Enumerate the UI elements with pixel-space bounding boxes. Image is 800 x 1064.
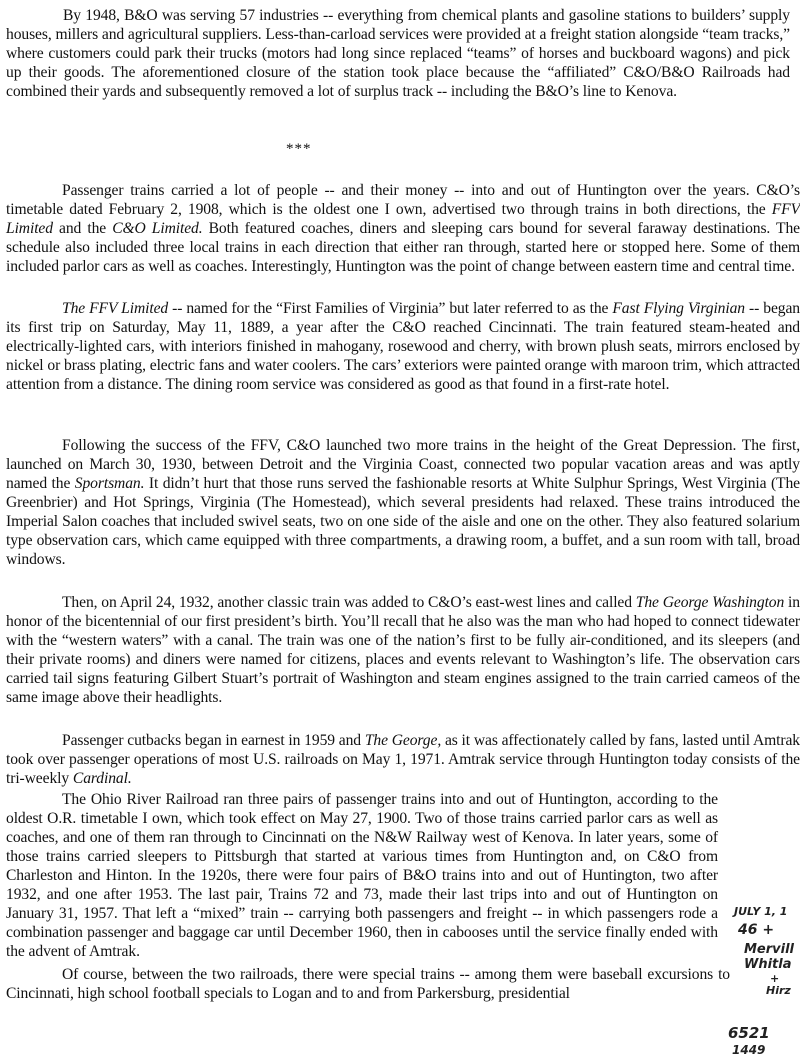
paragraph-sportsman: Following the success of the FFV, C&O launched two more trains in the height of the Great Depression. The first, launched on March 30, 1930, between Detroit and the Virginia Coast, connected two popular vacation areas and was aptly named the Sportsman. It didn’t hurt that those runs served the fashionable resorts at White Sulphur Springs, West Virginia (The Greenbrier) and Hot Springs, Virginia (The Homestead), which several presidents had relaxed. These trains introduced the Imperial Salon coaches that included swivel seats, two on one side of the aisle and one on the other. They also featured solarium type observation cars, which came equipped with three compartments, a drawing room, a buffet, and a sun room with tall, broad windows.	[6, 437, 800, 569]
handwritten-note-line6: Hirz	[766, 984, 791, 997]
handwritten-note-line2: 46 +	[738, 922, 775, 938]
handwritten-note-line3: Mervill	[744, 942, 795, 957]
section-separator: ***	[286, 141, 312, 157]
handwritten-note-date: JULY 1, 1	[734, 905, 788, 918]
handwritten-note-line5: +	[770, 972, 780, 985]
handwritten-note-line4: Whitla	[744, 957, 792, 972]
paragraph-ohio-river-railroad: The Ohio River Railroad ran three pairs of passenger trains into and out of Huntington, according to the oldest O.R. timetable I own, which took effect on May 27, 1900. Two of those trains carried parlor cars as well as coaches, and one of them ran through to Cincinnati on the N&W Railway west of Kenova. In later years, some of those trains carried sleepers to Pittsburgh that started at various times from Huntington and, on C&O from Charleston and Hinton. In the 1920s, there were four pairs of B&O trains into and out of Huntington, two after 1932, and one after 1953. The last pair, Trains 72 and 73, made their last trips into and out of Huntington on January 31, 1957. That left a “mixed” train -- carrying both passengers and freight -- in which passengers rode a combination passenger and baggage car until December 1960, then in cabooses until the service finally ended with the advent of Amtrak.	[6, 791, 718, 961]
paragraph-b-and-o-industries: By 1948, B&O was serving 57 industries -- everything from chemical plants and gasoline stations to builders’ supply houses, millers and agricultural suppliers. Less-than-carload services were provided at a freight station alongside “team tracks,” where customers could park their trucks (motors had long since replaced “teams” of horses and buckboard wagons) and pick up their goods. The aforementioned closure of the station took place because the “affiliated” C&O/B&O Railroads had combined their yards and subsequently removed a lot of surplus track -- including the B&O’s line to Kenova.	[6, 7, 790, 101]
handwritten-note-number2: 1449	[732, 1043, 766, 1057]
handwritten-note-number1: 6521	[728, 1024, 770, 1042]
paragraph-passenger-trains: Passenger trains carried a lot of people -- and their money -- into and out of Huntington over the years. C&O’s timetable dated February 2, 1908, which is the oldest one I own, advertised two through trains in both directions, the FFV Limited and the C&O Limited. Both featured coaches, diners and sleeping cars bound for several faraway destinations. The schedule also included three local trains in each direction that either ran through, started here or stopped here. Some of them included parlor cars as well as coaches. Interestingly, Huntington was the point of change between eastern time and central time.	[6, 182, 800, 276]
paragraph-special-trains: Of course, between the two railroads, there were special trains -- among them were baseball excursions to Cincinnati, high school football specials to Logan and to and from Parkersburg, presidential	[6, 966, 730, 1003]
paragraph-ffv-limited: The FFV Limited -- named for the “First Families of Virginia” but later referred to as the Fast Flying Virginian -- began its first trip on Saturday, May 11, 1889, a year after the C&O reached Cincinnati. The train featured steam-heated and electrically-lighted cars, with interiors finished in mahogany, rosewood and cherry, with brown plush seats, mirrors enclosed by nickel or brass plating, electric fans and water coolers. The cars’ exteriors were painted orange with maroon trim, which attracted attention from a distance. The dining room service was considered as good as that found in a first-rate hotel.	[6, 300, 800, 394]
paragraph-george-washington: Then, on April 24, 1932, another classic train was added to C&O’s east-west lines and called The George Washington in honor of the bicentennial of our first president’s birth. You’ll recall that he also was the man who had hoped to connect tidewater with the “western waters” with a canal. The train was one of the nation’s first to be fully air-conditioned, and its sleepers (and their private rooms) and diners were named for citizens, places and events relevant to Washington’s life. The observation cars carried tail signs featuring Gilbert Stuart’s portrait of Washington and steam engines assigned to the train carried cameos of the same image above their headlights.	[6, 594, 800, 707]
paragraph-passenger-cutbacks: Passenger cutbacks began in earnest in 1959 and The George, as it was affectionately called by fans, lasted until Amtrak took over passenger operations of most U.S. railroads on May 1, 1971. Amtrak service through Huntington today consists of the tri-weekly Cardinal.	[6, 732, 800, 788]
